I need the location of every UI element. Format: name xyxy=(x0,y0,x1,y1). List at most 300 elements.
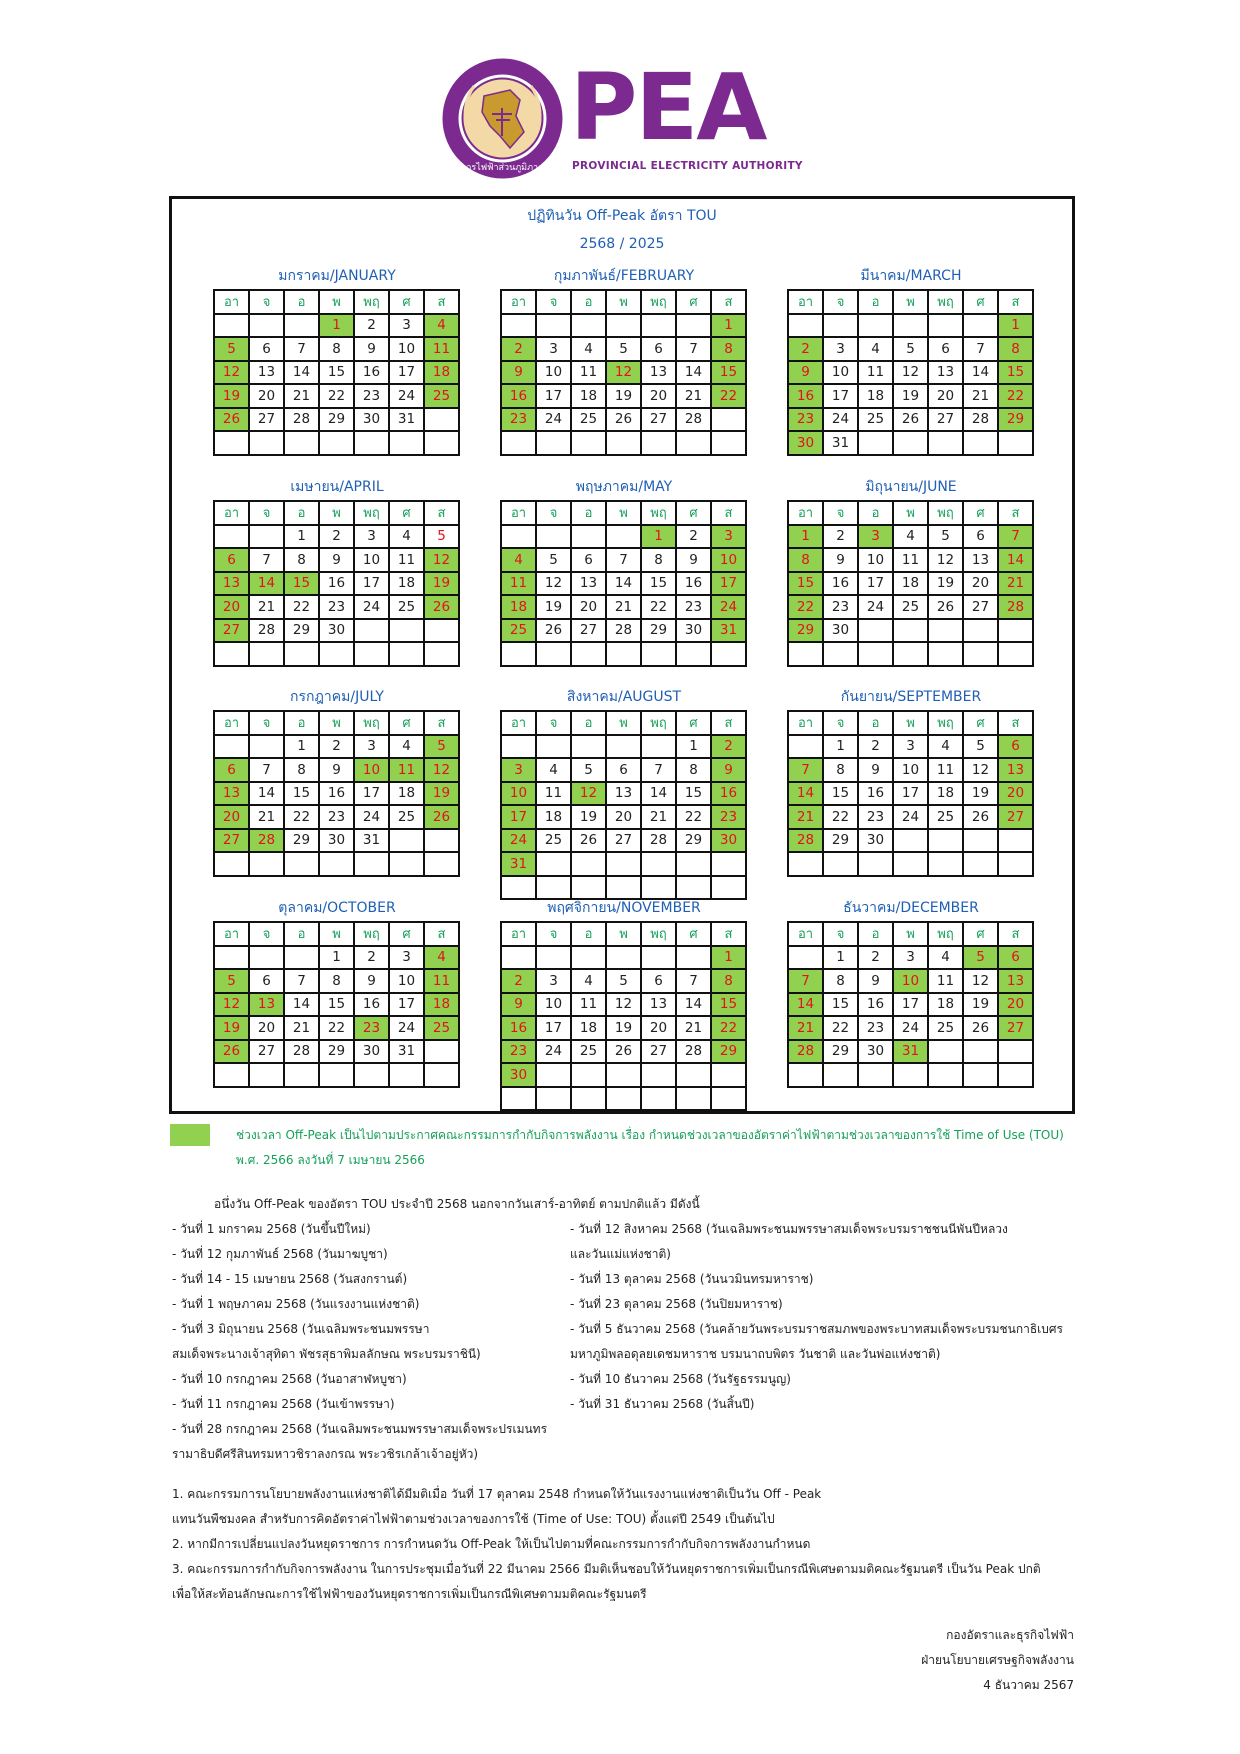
empty-cell xyxy=(250,1064,285,1088)
day-cell: 10 xyxy=(537,362,572,386)
empty-cell xyxy=(355,853,390,877)
empty-cell xyxy=(894,1064,929,1088)
off-peak-day-cell: 23 xyxy=(502,409,537,433)
off-peak-day-cell: 1 xyxy=(642,526,677,550)
day-cell: 6 xyxy=(642,970,677,994)
day-cell: 30 xyxy=(320,620,355,644)
empty-cell xyxy=(677,853,712,877)
weekday-header: อา xyxy=(789,712,824,736)
empty-cell xyxy=(789,643,824,667)
off-peak-day-cell: 12 xyxy=(215,362,250,386)
empty-cell xyxy=(215,1064,250,1088)
empty-cell xyxy=(537,1088,572,1112)
day-cell: 26 xyxy=(607,409,642,433)
off-peak-day-cell: 29 xyxy=(999,409,1034,433)
weekday-header: พฤ xyxy=(355,502,390,526)
day-cell: 15 xyxy=(677,783,712,807)
off-peak-day-cell: 1 xyxy=(789,526,824,550)
day-cell: 2 xyxy=(859,947,894,971)
day-cell: 30 xyxy=(677,620,712,644)
weekday-header: พ xyxy=(894,712,929,736)
empty-cell xyxy=(964,830,999,854)
off-peak-day-cell: 24 xyxy=(502,830,537,854)
day-cell: 24 xyxy=(859,596,894,620)
day-cell: 5 xyxy=(572,759,607,783)
day-cell: 2 xyxy=(859,736,894,760)
off-peak-day-cell: 4 xyxy=(425,947,460,971)
month-name: มีนาคม/MARCH xyxy=(860,268,962,284)
day-cell: 29 xyxy=(285,620,320,644)
day-cell: 14 xyxy=(677,994,712,1018)
day-cell: 15 xyxy=(320,994,355,1018)
holiday-item: - วันที่ 28 กรกฎาคม 2568 (วันเฉลิมพระชนมพรรษาสมเด็จพระปรเมนทร xyxy=(172,1422,548,1436)
off-peak-day-cell: 10 xyxy=(894,970,929,994)
day-cell: 19 xyxy=(607,385,642,409)
off-peak-day-cell: 20 xyxy=(215,806,250,830)
empty-cell xyxy=(250,643,285,667)
off-peak-day-cell: 21 xyxy=(999,573,1034,597)
month-name: ธันวาคม/DECEMBER xyxy=(843,900,979,916)
month-name: มกราคม/JANUARY xyxy=(278,268,396,284)
empty-cell xyxy=(677,947,712,971)
off-peak-day-cell: 20 xyxy=(999,994,1034,1018)
off-peak-day-cell: 5 xyxy=(215,338,250,362)
day-cell: 19 xyxy=(537,596,572,620)
day-cell: 8 xyxy=(320,338,355,362)
empty-cell xyxy=(537,432,572,456)
day-cell: 4 xyxy=(572,338,607,362)
day-cell: 18 xyxy=(537,806,572,830)
empty-cell xyxy=(859,315,894,339)
off-peak-day-cell: 13 xyxy=(215,573,250,597)
day-cell: 27 xyxy=(642,1041,677,1065)
day-cell: 28 xyxy=(285,409,320,433)
empty-cell xyxy=(250,947,285,971)
empty-cell xyxy=(894,315,929,339)
day-cell: 24 xyxy=(537,1041,572,1065)
month-day-grid xyxy=(500,921,747,1111)
day-cell: 7 xyxy=(642,759,677,783)
holiday-item: - วันที่ 31 ธันวาคม 2568 (วันสิ้นปี) xyxy=(570,1397,755,1411)
off-peak-day-cell: 14 xyxy=(789,994,824,1018)
weekday-header: ส xyxy=(712,502,747,526)
day-cell: 28 xyxy=(285,1041,320,1065)
off-peak-day-cell: 18 xyxy=(502,596,537,620)
empty-cell xyxy=(285,853,320,877)
legend-text-line1: ช่วงเวลา Off-Peak เป็นไปตามประกาศคณะกรรมการกำกับกิจการพลังงาน เรื่อง กำหนดช่วงเวลาของอัตราค่าไฟฟ้าตามช่วงเวลาของการใช้ Time of Use (TOU) xyxy=(236,1128,1064,1142)
day-cell: 9 xyxy=(355,970,390,994)
empty-cell xyxy=(642,315,677,339)
off-peak-day-cell: 28 xyxy=(789,1041,824,1065)
day-cell: 19 xyxy=(607,1017,642,1041)
pea-subtitle: PROVINCIAL ELECTRICITY AUTHORITY xyxy=(572,160,803,172)
off-peak-day-cell: 9 xyxy=(712,759,747,783)
empty-cell xyxy=(607,1064,642,1088)
off-peak-day-cell: 8 xyxy=(999,338,1034,362)
empty-cell xyxy=(502,1088,537,1112)
weekday-header: จ xyxy=(250,923,285,947)
empty-cell xyxy=(712,409,747,433)
weekday-header: อา xyxy=(789,291,824,315)
empty-cell xyxy=(929,432,964,456)
weekday-header: ส xyxy=(999,291,1034,315)
weekday-header: อ xyxy=(572,712,607,736)
day-cell: 31 xyxy=(390,409,425,433)
day-cell: 28 xyxy=(250,620,285,644)
weekday-header: ส xyxy=(425,291,460,315)
weekday-header: อา xyxy=(502,712,537,736)
empty-cell xyxy=(537,1064,572,1088)
empty-cell xyxy=(642,853,677,877)
day-cell: 31 xyxy=(390,1041,425,1065)
day-cell: 21 xyxy=(250,596,285,620)
day-cell: 1 xyxy=(285,526,320,550)
off-peak-day-cell: 9 xyxy=(789,362,824,386)
empty-cell xyxy=(859,620,894,644)
day-cell: 24 xyxy=(824,409,859,433)
weekday-header: อ xyxy=(859,923,894,947)
off-peak-day-cell: 16 xyxy=(712,783,747,807)
weekday-header: ศ xyxy=(390,923,425,947)
day-cell: 15 xyxy=(824,994,859,1018)
off-peak-day-cell: 29 xyxy=(712,1041,747,1065)
calendar-year: 2568 / 2025 xyxy=(579,236,665,252)
empty-cell xyxy=(215,526,250,550)
off-peak-day-cell: 21 xyxy=(789,806,824,830)
day-cell: 4 xyxy=(572,970,607,994)
empty-cell xyxy=(894,830,929,854)
empty-cell xyxy=(607,1088,642,1112)
weekday-header: อา xyxy=(215,502,250,526)
footnote-line: 2. หากมีการเปลี่ยนแปลงวันหยุดราชการ การกำหนดวัน Off-Peak ให้เป็นไปตามที่คณะกรรมการกำกับกิจการพลังงานกำหนด xyxy=(172,1537,811,1551)
empty-cell xyxy=(789,947,824,971)
empty-cell xyxy=(502,432,537,456)
day-cell: 1 xyxy=(320,947,355,971)
off-peak-day-cell: 25 xyxy=(425,1017,460,1041)
empty-cell xyxy=(285,947,320,971)
day-cell: 15 xyxy=(824,783,859,807)
empty-cell xyxy=(537,947,572,971)
empty-cell xyxy=(572,736,607,760)
empty-cell xyxy=(677,877,712,901)
weekday-header: อ xyxy=(859,291,894,315)
day-cell: 2 xyxy=(677,526,712,550)
day-cell: 16 xyxy=(824,573,859,597)
day-cell: 15 xyxy=(642,573,677,597)
weekday-header: อา xyxy=(502,291,537,315)
weekday-header: อา xyxy=(502,502,537,526)
empty-cell xyxy=(712,643,747,667)
holiday-item: - วันที่ 12 สิงหาคม 2568 (วันเฉลิมพระชนมพรรษาสมเด็จพระบรมราชชนนีพันปีหลวง xyxy=(570,1222,1008,1236)
day-cell: 23 xyxy=(677,596,712,620)
weekday-header: ศ xyxy=(964,712,999,736)
day-cell: 26 xyxy=(572,830,607,854)
weekday-header: พฤ xyxy=(642,712,677,736)
day-cell: 12 xyxy=(964,759,999,783)
off-peak-day-cell: 18 xyxy=(425,994,460,1018)
holiday-item: - วันที่ 23 ตุลาคม 2568 (วันปิยมหาราช) xyxy=(570,1297,783,1311)
day-cell: 28 xyxy=(964,409,999,433)
empty-cell xyxy=(355,643,390,667)
empty-cell xyxy=(999,432,1034,456)
month-name: พฤศจิกายน/NOVEMBER xyxy=(547,900,701,916)
day-cell: 17 xyxy=(390,362,425,386)
day-cell: 22 xyxy=(642,596,677,620)
off-peak-day-cell: 15 xyxy=(999,362,1034,386)
empty-cell xyxy=(425,643,460,667)
off-peak-day-cell: 6 xyxy=(999,736,1034,760)
day-cell: 25 xyxy=(929,1017,964,1041)
month-name: เมษายน/APRIL xyxy=(290,479,384,495)
weekday-header: ส xyxy=(425,502,460,526)
day-cell: 17 xyxy=(894,994,929,1018)
day-cell: 25 xyxy=(390,806,425,830)
empty-cell xyxy=(964,853,999,877)
empty-cell xyxy=(929,1041,964,1065)
weekday-header: พ xyxy=(894,502,929,526)
empty-cell xyxy=(285,1064,320,1088)
empty-cell xyxy=(712,432,747,456)
empty-cell xyxy=(215,432,250,456)
day-cell: 15 xyxy=(285,783,320,807)
empty-cell xyxy=(999,620,1034,644)
day-cell: 16 xyxy=(320,783,355,807)
month-day-grid xyxy=(787,710,1034,877)
day-cell: 30 xyxy=(859,1041,894,1065)
empty-cell xyxy=(425,409,460,433)
day-cell: 11 xyxy=(929,759,964,783)
off-peak-day-cell: 2 xyxy=(502,970,537,994)
day-cell: 8 xyxy=(677,759,712,783)
empty-cell xyxy=(390,1064,425,1088)
empty-cell xyxy=(824,643,859,667)
empty-cell xyxy=(502,947,537,971)
day-cell: 2 xyxy=(355,947,390,971)
off-peak-day-cell: 22 xyxy=(999,385,1034,409)
day-cell: 29 xyxy=(824,830,859,854)
day-cell: 18 xyxy=(929,994,964,1018)
day-cell: 9 xyxy=(320,759,355,783)
day-cell: 22 xyxy=(320,385,355,409)
day-cell: 7 xyxy=(607,549,642,573)
off-peak-day-cell: 7 xyxy=(999,526,1034,550)
empty-cell xyxy=(355,1064,390,1088)
empty-cell xyxy=(964,643,999,667)
day-cell: 29 xyxy=(320,1041,355,1065)
off-peak-day-cell: 11 xyxy=(390,759,425,783)
day-cell: 19 xyxy=(894,385,929,409)
day-cell: 13 xyxy=(642,362,677,386)
day-cell: 11 xyxy=(929,970,964,994)
off-peak-day-cell: 4 xyxy=(425,315,460,339)
off-peak-day-cell: 17 xyxy=(502,806,537,830)
holiday-item: - วันที่ 12 กุมภาพันธ์ 2568 (วันมาฆบูชา) xyxy=(172,1247,388,1261)
empty-cell xyxy=(425,1041,460,1065)
empty-cell xyxy=(929,643,964,667)
day-cell: 26 xyxy=(537,620,572,644)
weekday-header: ศ xyxy=(964,291,999,315)
empty-cell xyxy=(894,620,929,644)
empty-cell xyxy=(502,877,537,901)
weekday-header: พ xyxy=(894,291,929,315)
day-cell: 12 xyxy=(929,549,964,573)
day-cell: 1 xyxy=(824,947,859,971)
weekday-header: พฤ xyxy=(355,712,390,736)
day-cell: 21 xyxy=(642,806,677,830)
day-cell: 25 xyxy=(929,806,964,830)
off-peak-day-cell: 23 xyxy=(712,806,747,830)
day-cell: 23 xyxy=(320,806,355,830)
weekday-header: จ xyxy=(824,923,859,947)
off-peak-day-cell: 10 xyxy=(502,783,537,807)
day-cell: 18 xyxy=(390,783,425,807)
day-cell: 17 xyxy=(894,783,929,807)
weekday-header: จ xyxy=(250,712,285,736)
day-cell: 14 xyxy=(285,362,320,386)
day-cell: 18 xyxy=(572,385,607,409)
day-cell: 29 xyxy=(824,1041,859,1065)
day-cell: 3 xyxy=(355,736,390,760)
off-peak-day-cell: 11 xyxy=(502,573,537,597)
empty-cell xyxy=(250,315,285,339)
off-peak-day-cell: 9 xyxy=(502,994,537,1018)
day-cell: 8 xyxy=(285,759,320,783)
off-peak-day-cell: 6 xyxy=(999,947,1034,971)
day-cell: 12 xyxy=(607,994,642,1018)
day-cell: 4 xyxy=(929,736,964,760)
weekday-header: ส xyxy=(712,291,747,315)
day-cell: 6 xyxy=(250,970,285,994)
day-cell: 22 xyxy=(824,806,859,830)
day-cell: 23 xyxy=(355,385,390,409)
empty-cell xyxy=(355,620,390,644)
day-cell: 17 xyxy=(859,573,894,597)
off-peak-day-cell: 31 xyxy=(894,1041,929,1065)
day-cell: 26 xyxy=(607,1041,642,1065)
weekday-header: พฤ xyxy=(355,291,390,315)
off-peak-day-cell: 1 xyxy=(712,947,747,971)
empty-cell xyxy=(607,315,642,339)
day-cell: 3 xyxy=(390,315,425,339)
day-cell: 10 xyxy=(859,549,894,573)
empty-cell xyxy=(572,1088,607,1112)
weekday-header: ศ xyxy=(677,712,712,736)
off-peak-day-cell: 28 xyxy=(250,830,285,854)
day-cell: 1 xyxy=(285,736,320,760)
day-cell: 24 xyxy=(894,1017,929,1041)
empty-cell xyxy=(285,643,320,667)
empty-cell xyxy=(502,526,537,550)
weekday-header: อา xyxy=(789,923,824,947)
day-cell: 11 xyxy=(894,549,929,573)
weekday-header: อ xyxy=(859,712,894,736)
off-peak-day-cell: 23 xyxy=(502,1041,537,1065)
month-day-grid xyxy=(213,289,460,456)
empty-cell xyxy=(677,1064,712,1088)
day-cell: 28 xyxy=(607,620,642,644)
empty-cell xyxy=(250,526,285,550)
empty-cell xyxy=(964,315,999,339)
weekday-header: ส xyxy=(999,502,1034,526)
empty-cell xyxy=(859,432,894,456)
pea-emblem-icon xyxy=(440,56,565,181)
weekday-header: อา xyxy=(502,923,537,947)
off-peak-day-cell: 26 xyxy=(425,596,460,620)
empty-cell xyxy=(572,1064,607,1088)
day-cell: 7 xyxy=(677,970,712,994)
empty-cell xyxy=(572,947,607,971)
day-cell: 2 xyxy=(824,526,859,550)
day-cell: 29 xyxy=(642,620,677,644)
day-cell: 14 xyxy=(285,994,320,1018)
empty-cell xyxy=(285,432,320,456)
off-peak-day-cell: 30 xyxy=(712,830,747,854)
weekday-header: พ xyxy=(607,712,642,736)
day-cell: 31 xyxy=(824,432,859,456)
day-cell: 24 xyxy=(390,385,425,409)
day-cell: 16 xyxy=(355,994,390,1018)
off-peak-day-cell: 22 xyxy=(789,596,824,620)
footnote-line: แทนวันพืชมงคล สำหรับการคิดอัตราค่าไฟฟ้าตามช่วงเวลาของการใช้ (Time of Use: TOU) ตั้งแต่ปี 2549 เป็นต้นไป xyxy=(172,1512,775,1526)
off-peak-day-cell: 15 xyxy=(285,573,320,597)
off-peak-day-cell: 12 xyxy=(425,549,460,573)
day-cell: 5 xyxy=(607,970,642,994)
off-peak-day-cell: 27 xyxy=(999,806,1034,830)
empty-cell xyxy=(964,1064,999,1088)
empty-cell xyxy=(999,1064,1034,1088)
empty-cell xyxy=(502,736,537,760)
day-cell: 26 xyxy=(964,1017,999,1041)
day-cell: 26 xyxy=(964,806,999,830)
empty-cell xyxy=(607,947,642,971)
weekday-header: ศ xyxy=(390,712,425,736)
weekday-header: พ xyxy=(607,923,642,947)
empty-cell xyxy=(677,643,712,667)
off-peak-day-cell: 8 xyxy=(789,549,824,573)
empty-cell xyxy=(572,526,607,550)
day-cell: 28 xyxy=(677,1041,712,1065)
day-cell: 17 xyxy=(355,573,390,597)
empty-cell xyxy=(642,736,677,760)
weekday-header: พ xyxy=(320,712,355,736)
empty-cell xyxy=(250,853,285,877)
day-cell: 23 xyxy=(320,596,355,620)
weekday-header: ศ xyxy=(677,923,712,947)
empty-cell xyxy=(789,736,824,760)
month-day-grid xyxy=(787,289,1034,456)
empty-cell xyxy=(285,315,320,339)
day-cell: 1 xyxy=(677,736,712,760)
empty-cell xyxy=(894,432,929,456)
empty-cell xyxy=(390,830,425,854)
holiday-item: รามาธิบดีศรีสินทรมหาวชิราลงกรณ พระวชิรเกล้าเจ้าอยู่หัว) xyxy=(172,1447,479,1461)
day-cell: 29 xyxy=(677,830,712,854)
empty-cell xyxy=(390,620,425,644)
empty-cell xyxy=(607,736,642,760)
off-peak-day-cell: 14 xyxy=(999,549,1034,573)
day-cell: 13 xyxy=(572,573,607,597)
day-cell: 30 xyxy=(824,620,859,644)
day-cell: 16 xyxy=(320,573,355,597)
day-cell: 22 xyxy=(285,596,320,620)
weekday-header: จ xyxy=(824,712,859,736)
day-cell: 6 xyxy=(572,549,607,573)
day-cell: 23 xyxy=(859,1017,894,1041)
weekday-header: พฤ xyxy=(642,291,677,315)
off-peak-day-cell: 13 xyxy=(999,759,1034,783)
empty-cell xyxy=(824,853,859,877)
month-day-grid xyxy=(787,921,1034,1088)
